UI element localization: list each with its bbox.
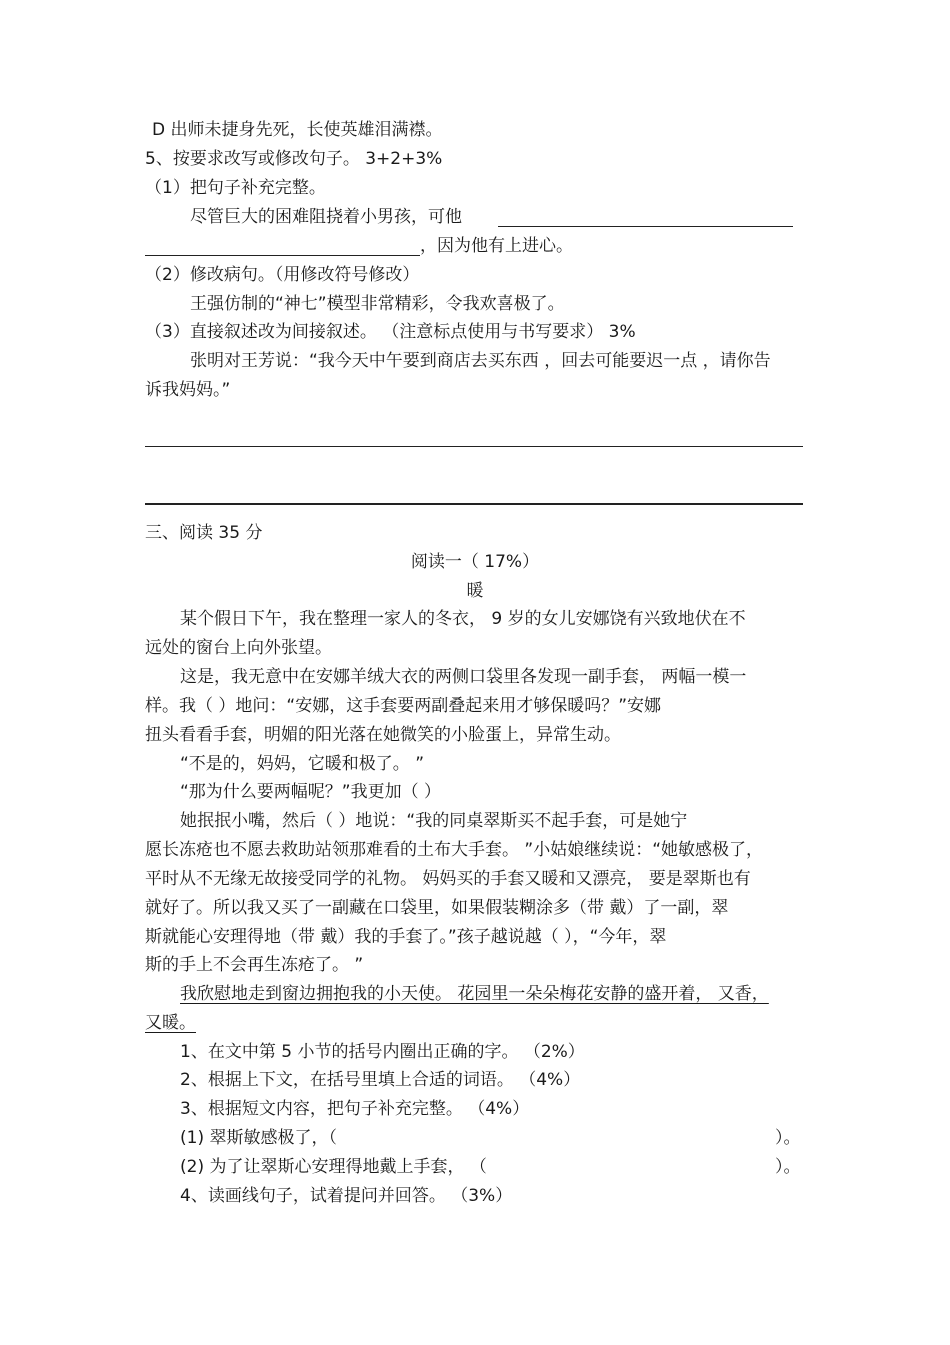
bracket-close: ）。 <box>775 1157 801 1177</box>
passage-line: 就好了。所以我又买了一副藏在口袋里，如果假装糊涂多（带 戴）了一副，翠 <box>145 898 729 918</box>
passage-line: 远处的窗台上向外张望。 <box>145 638 332 658</box>
reading-question-1: 1、在文中第 5 小节的括号内圈出正确的字。 （2%） <box>180 1042 585 1062</box>
passage-line: “不是的，妈妈，它暖和极了。 ” <box>180 754 425 774</box>
underlined-sentence: 又暖。 <box>145 1013 196 1033</box>
answer-line[interactable] <box>145 446 803 447</box>
reading-question-3-2: (2) 为了让翠斯心安理得地戴上手套， （ <box>180 1157 487 1177</box>
option-d: D 出师未捷身先死，长使英雄泪满襟。 <box>152 120 443 140</box>
passage-line: 她抿抿小嘴，然后（ ）地说：“我的同桌翠斯买不起手套，可是她宁 <box>180 811 688 831</box>
question-5-1-title: （1）把句子补充完整。 <box>145 178 326 198</box>
passage-line: 扭头看看手套，明媚的阳光落在她微笑的小脸蛋上，异常生动。 <box>145 725 621 745</box>
reading-1-heading: 阅读一（ 17%） <box>410 552 540 572</box>
passage-line: “那为什么要两幅呢？”我更加（ ） <box>180 782 442 802</box>
answer-blank-line[interactable] <box>145 255 420 256</box>
question-5-3-sentence-1: 张明对王芳说：“我今天中午要到商店去买东西 ，回去可能要迟一点 ，请你告 <box>190 351 771 371</box>
reading-question-2: 2、根据上下文，在括号里填上合适的词语。 （4%） <box>180 1070 581 1090</box>
reading-question-3-1: (1) 翠斯敏感极了，（ <box>180 1128 337 1148</box>
question-5-title: 5、按要求改写或修改句子。 3+2+3% <box>145 149 443 169</box>
passage-line: 平时从不无缘无故接受同学的礼物。 妈妈买的手套又暖和又漂亮， 要是翠斯也有 <box>145 869 751 889</box>
passage-line: 样。我（ ）地问：“安娜，这手套要两副叠起来用才够保暖吗？”安娜 <box>145 696 662 716</box>
question-5-3-title: （3）直接叙述改为间接叙述。 （注意标点使用与书写要求） 3% <box>145 322 636 342</box>
section-3-heading: 三、阅读 35 分 <box>145 523 263 543</box>
passage-line: 斯的手上不会再生冻疮了。 ” <box>145 955 364 975</box>
answer-line[interactable] <box>145 503 803 505</box>
passage-line: 愿长冻疮也不愿去救助站领那难看的土布大手套。 ”小姑娘继续说：“她敏感极了， <box>145 840 764 860</box>
question-5-1-sentence-start: 尽管巨大的困难阻挠着小男孩，可他 <box>190 207 462 227</box>
question-5-2-sentence: 王强仿制的“神七”模型非常精彩，令我欢喜极了。 <box>190 294 565 314</box>
bracket-close: ）。 <box>775 1128 801 1148</box>
question-5-2-title: （2）修改病句。（用修改符号修改） <box>145 265 420 285</box>
passage-title: 暖 <box>466 581 484 601</box>
answer-blank-line[interactable] <box>498 226 793 227</box>
passage-line: 这是，我无意中在安娜羊绒大衣的两侧口袋里各发现一副手套， 两幅一模一 <box>180 667 747 687</box>
passage-line: 某个假日下午，我在整理一家人的冬衣， 9 岁的女儿安娜饶有兴致地伏在不 <box>180 609 746 629</box>
passage-line: 斯就能心安理得地（带 戴）我的手套了。”孩子越说越（ ），“今年，翠 <box>145 927 667 947</box>
question-5-1-sentence-end: ，因为他有上进心。 <box>420 236 573 256</box>
reading-question-3: 3、根据短文内容，把句子补充完整。 （4%） <box>180 1099 530 1119</box>
question-5-3-sentence-2: 诉我妈妈。” <box>145 380 231 400</box>
reading-question-4: 4、读画线句子，试着提问并回答。 （3%） <box>180 1186 513 1206</box>
underlined-sentence: 我欣慰地走到窗边拥抱我的小天使。 花园里一朵朵梅花安静的盛开着， 又香， <box>180 984 769 1004</box>
